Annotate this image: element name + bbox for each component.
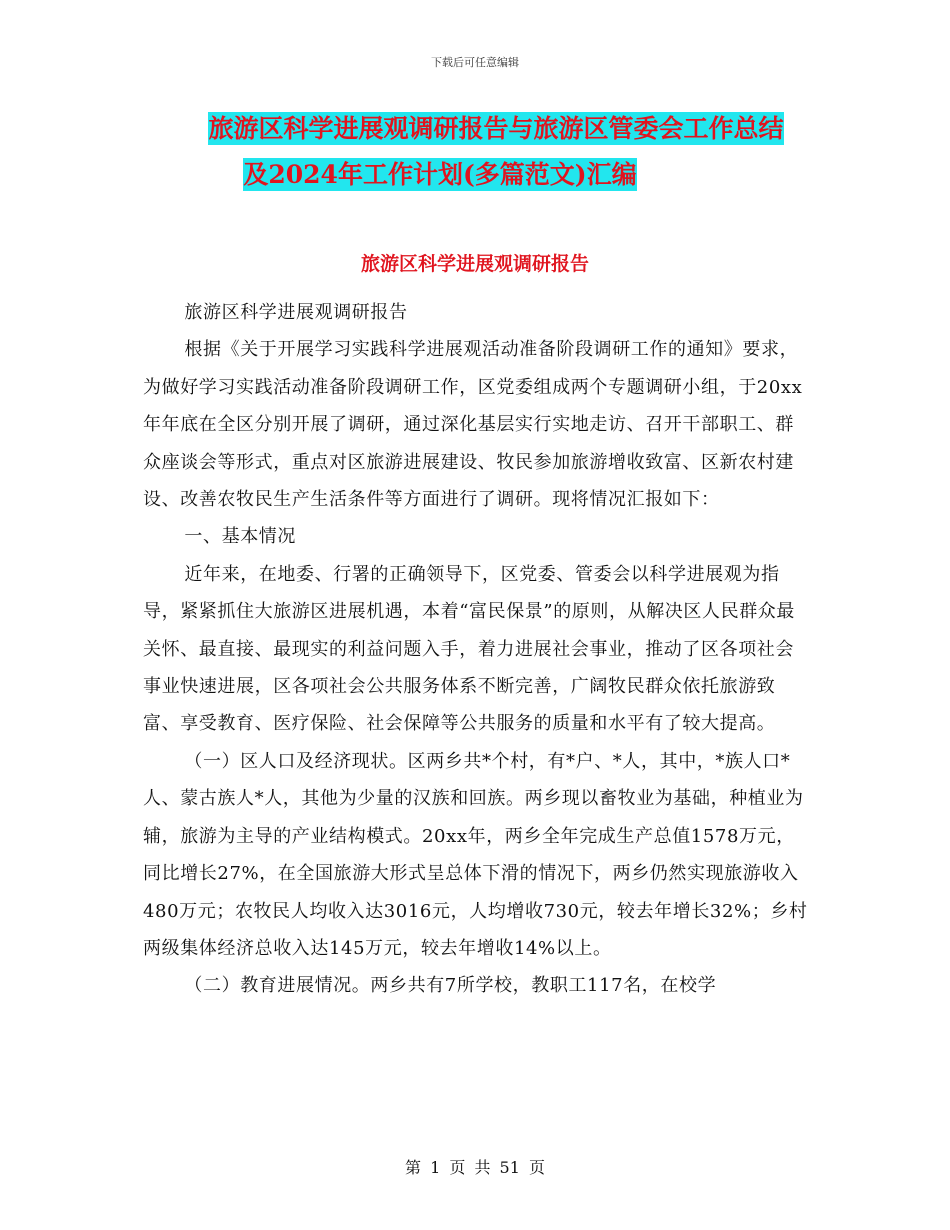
- paragraph-intro: 根据《关于开展学习实践科学进展观活动准备阶段调研工作的通知》要求，为做好学习实践活动准备阶段调研工作，区党委组成两个专题调研小组，于20xx年年底在全区分别开展了调研，通过深化基层实行实地走访、召开干部职工、群众座谈会等形式，重点对区旅游进展建设、牧民参加旅游增收致富、区新农村建设、改善农牧民生产生活条件等方面进行了调研。现将情况汇报如下：: [143, 339, 803, 511]
- paragraph-population-economy: （一）区人口及经济现状。区两乡共*个村，有*户、*人，其中，*族人口*人、蒙古族人*人，其他为少量的汉族和回族。两乡现以畜牧业为基础，种植业为辅，旅游为主导的产业结构模式。20xx年，两乡全年完成生产总值1578万元，同比增长27%，在全国旅游大形式呈总体下滑的情况下，两乡仍然实现旅游收入480万元；农牧民人均收入达3016元，人均增收730元，较去年增长32%；乡村两级集体经济总收入达145万元，较去年增收14%以上。: [143, 750, 808, 959]
- header-note: 下载后可任意编辑: [431, 56, 519, 69]
- paragraph-education: （二）教育进展情况。两乡共有7所学校，教职工117名，在校学: [184, 975, 717, 997]
- section-title: 旅游区科学进展观调研报告: [360, 253, 589, 275]
- paragraph-overview: 近年来，在地委、行署的正确领导下，区党委、管委会以科学进展观为指导，紧紧抓住大旅游区进展机遇，本着“富民保景”的原则，从解决区人民群众最关怀、最直接、最现实的利益问题入手，着力进展社会事业，推动了区各项社会事业快速进展，区各项社会公共服务体系不断完善，广阔牧民群众依托旅游致富、享受教育、医疗保险、社会保障等公共服务的质量和水平有了较大提高。: [143, 563, 796, 735]
- document-title-line-2: 及2024年工作计划(多篇范文)汇编: [243, 160, 637, 189]
- body-text: [143, 294, 809, 1005]
- page-footer: 第 1 页 共 51 页: [405, 1158, 545, 1177]
- heading-basic-situation: 一、基本情况: [184, 526, 296, 548]
- document-title-line-1: 旅游区科学进展观调研报告与旅游区管委会工作总结: [208, 114, 784, 143]
- paragraph-subtitle: 旅游区科学进展观调研报告: [184, 302, 408, 323]
